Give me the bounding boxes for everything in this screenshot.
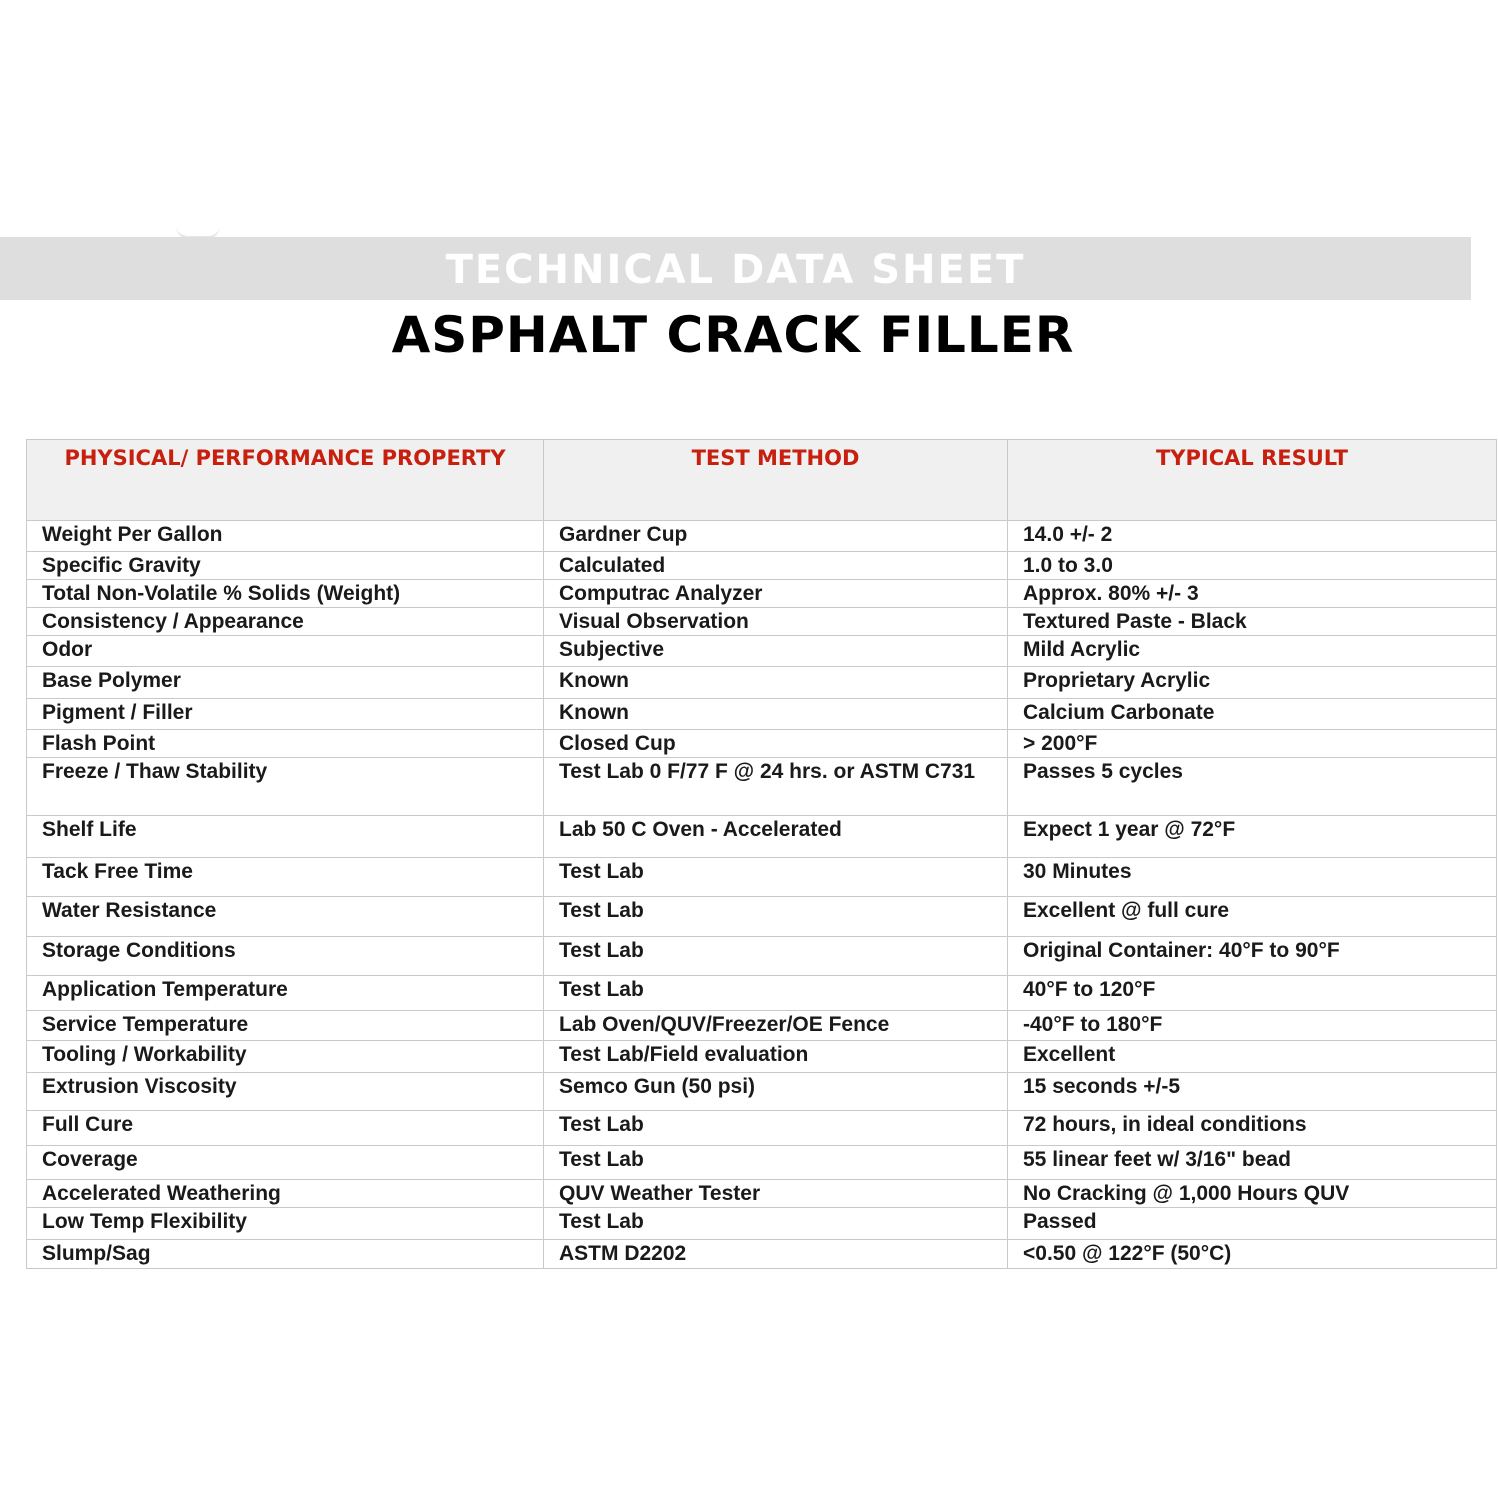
- table-row: [27, 1011, 1497, 1041]
- cell-test-method: Test Lab: [544, 897, 1008, 937]
- cell-test-method: QUV Weather Tester: [544, 1180, 1008, 1208]
- cell-typical-result: Calcium Carbonate: [1008, 699, 1497, 730]
- cell-property: Total Non-Volatile % Solids (Weight): [27, 580, 544, 608]
- column-header-property: PHYSICAL/ PERFORMANCE PROPERTY: [27, 440, 544, 521]
- table-row: [27, 1180, 1497, 1208]
- document-title: ASPHALT CRACK FILLER: [391, 306, 1075, 364]
- cell-typical-result: Passes 5 cycles: [1008, 758, 1497, 816]
- column-header-test-method: TEST METHOD: [544, 440, 1008, 521]
- cell-test-method: Visual Observation: [544, 608, 1008, 636]
- cell-typical-result: 1.0 to 3.0: [1008, 552, 1497, 580]
- table-row: [27, 937, 1497, 976]
- cell-property: Consistency / Appearance: [27, 608, 544, 636]
- table-row: [27, 667, 1497, 699]
- cell-property: Application Temperature: [27, 976, 544, 1011]
- table-row: [27, 1111, 1497, 1146]
- cell-test-method: ASTM D2202: [544, 1240, 1008, 1269]
- table-row: [27, 897, 1497, 937]
- table-row: [27, 699, 1497, 730]
- table-row: [27, 636, 1497, 667]
- cell-property: Weight Per Gallon: [27, 521, 544, 552]
- table-row: [27, 608, 1497, 636]
- cell-test-method: Closed Cup: [544, 730, 1008, 758]
- cell-typical-result: > 200°F: [1008, 730, 1497, 758]
- table-row: [27, 1240, 1497, 1269]
- cell-property: Freeze / Thaw Stability: [27, 758, 544, 816]
- cell-property: Service Temperature: [27, 1011, 544, 1041]
- table-row: [27, 758, 1497, 816]
- cell-typical-result: 55 linear feet w/ 3/16" bead: [1008, 1146, 1497, 1180]
- cell-test-method: Test Lab: [544, 1146, 1008, 1180]
- cell-property: Extrusion Viscosity: [27, 1073, 544, 1111]
- cell-property: Flash Point: [27, 730, 544, 758]
- cell-property: Slump/Sag: [27, 1240, 544, 1269]
- cell-property: Coverage: [27, 1146, 544, 1180]
- cell-property: Specific Gravity: [27, 552, 544, 580]
- table-row: [27, 1041, 1497, 1073]
- table-row: [27, 730, 1497, 758]
- cell-property: Low Temp Flexibility: [27, 1208, 544, 1240]
- cell-test-method: Known: [544, 699, 1008, 730]
- cell-property: Accelerated Weathering: [27, 1180, 544, 1208]
- cell-typical-result: Original Container: 40°F to 90°F: [1008, 937, 1497, 976]
- cell-test-method: Test Lab: [544, 1111, 1008, 1146]
- cell-typical-result: Excellent: [1008, 1041, 1497, 1073]
- cell-typical-result: -40°F to 180°F: [1008, 1011, 1497, 1041]
- cell-typical-result: 14.0 +/- 2: [1008, 521, 1497, 552]
- cell-typical-result: Approx. 80% +/- 3: [1008, 580, 1497, 608]
- cell-test-method: Test Lab: [544, 1208, 1008, 1240]
- cell-typical-result: Mild Acrylic: [1008, 636, 1497, 667]
- cell-property: Tooling / Workability: [27, 1041, 544, 1073]
- table-row: [27, 816, 1497, 858]
- table-row: [27, 858, 1497, 897]
- banner-title: TECHNICAL DATA SHEET: [445, 247, 1026, 293]
- table-row: [27, 1073, 1497, 1111]
- cell-typical-result: 72 hours, in ideal conditions: [1008, 1111, 1497, 1146]
- cell-typical-result: Proprietary Acrylic: [1008, 667, 1497, 699]
- cell-test-method: Known: [544, 667, 1008, 699]
- title-banner: [0, 237, 1471, 300]
- cell-test-method: Computrac Analyzer: [544, 580, 1008, 608]
- cell-test-method: Subjective: [544, 636, 1008, 667]
- cell-test-method: Semco Gun (50 psi): [544, 1073, 1008, 1111]
- cell-property: Odor: [27, 636, 544, 667]
- column-header-typical-result: TYPICAL RESULT: [1008, 440, 1497, 521]
- table-row: [27, 1208, 1497, 1240]
- table-row: [27, 580, 1497, 608]
- cell-test-method: Test Lab: [544, 976, 1008, 1011]
- cell-property: Shelf Life: [27, 816, 544, 858]
- cell-test-method: Test Lab: [544, 858, 1008, 897]
- cell-property: Tack Free Time: [27, 858, 544, 897]
- cell-test-method: Test Lab 0 F/77 F @ 24 hrs. or ASTM C731: [544, 758, 1008, 816]
- cell-property: Storage Conditions: [27, 937, 544, 976]
- cell-test-method: Test Lab/Field evaluation: [544, 1041, 1008, 1073]
- cell-property: Water Resistance: [27, 897, 544, 937]
- cell-typical-result: 40°F to 120°F: [1008, 976, 1497, 1011]
- table-body: [27, 521, 1497, 1269]
- spec-table: [26, 439, 1497, 1269]
- table-row: [27, 521, 1497, 552]
- cell-test-method: Lab Oven/QUV/Freezer/OE Fence: [544, 1011, 1008, 1041]
- table-row: [27, 976, 1497, 1011]
- cell-typical-result: Passed: [1008, 1208, 1497, 1240]
- cell-test-method: Lab 50 C Oven - Accelerated: [544, 816, 1008, 858]
- cell-typical-result: Excellent @ full cure: [1008, 897, 1497, 937]
- table-header-row: [27, 440, 1497, 521]
- cell-property: Full Cure: [27, 1111, 544, 1146]
- cell-typical-result: Textured Paste - Black: [1008, 608, 1497, 636]
- cell-typical-result: No Cracking @ 1,000 Hours QUV: [1008, 1180, 1497, 1208]
- cell-typical-result: <0.50 @ 122°F (50°C): [1008, 1240, 1497, 1269]
- cell-typical-result: Expect 1 year @ 72°F: [1008, 816, 1497, 858]
- cell-property: Pigment / Filler: [27, 699, 544, 730]
- cell-test-method: Test Lab: [544, 937, 1008, 976]
- cell-test-method: Calculated: [544, 552, 1008, 580]
- cell-typical-result: 15 seconds +/-5: [1008, 1073, 1497, 1111]
- cell-property: Base Polymer: [27, 667, 544, 699]
- cell-typical-result: 30 Minutes: [1008, 858, 1497, 897]
- table-row: [27, 1146, 1497, 1180]
- cell-test-method: Gardner Cup: [544, 521, 1008, 552]
- table-row: [27, 552, 1497, 580]
